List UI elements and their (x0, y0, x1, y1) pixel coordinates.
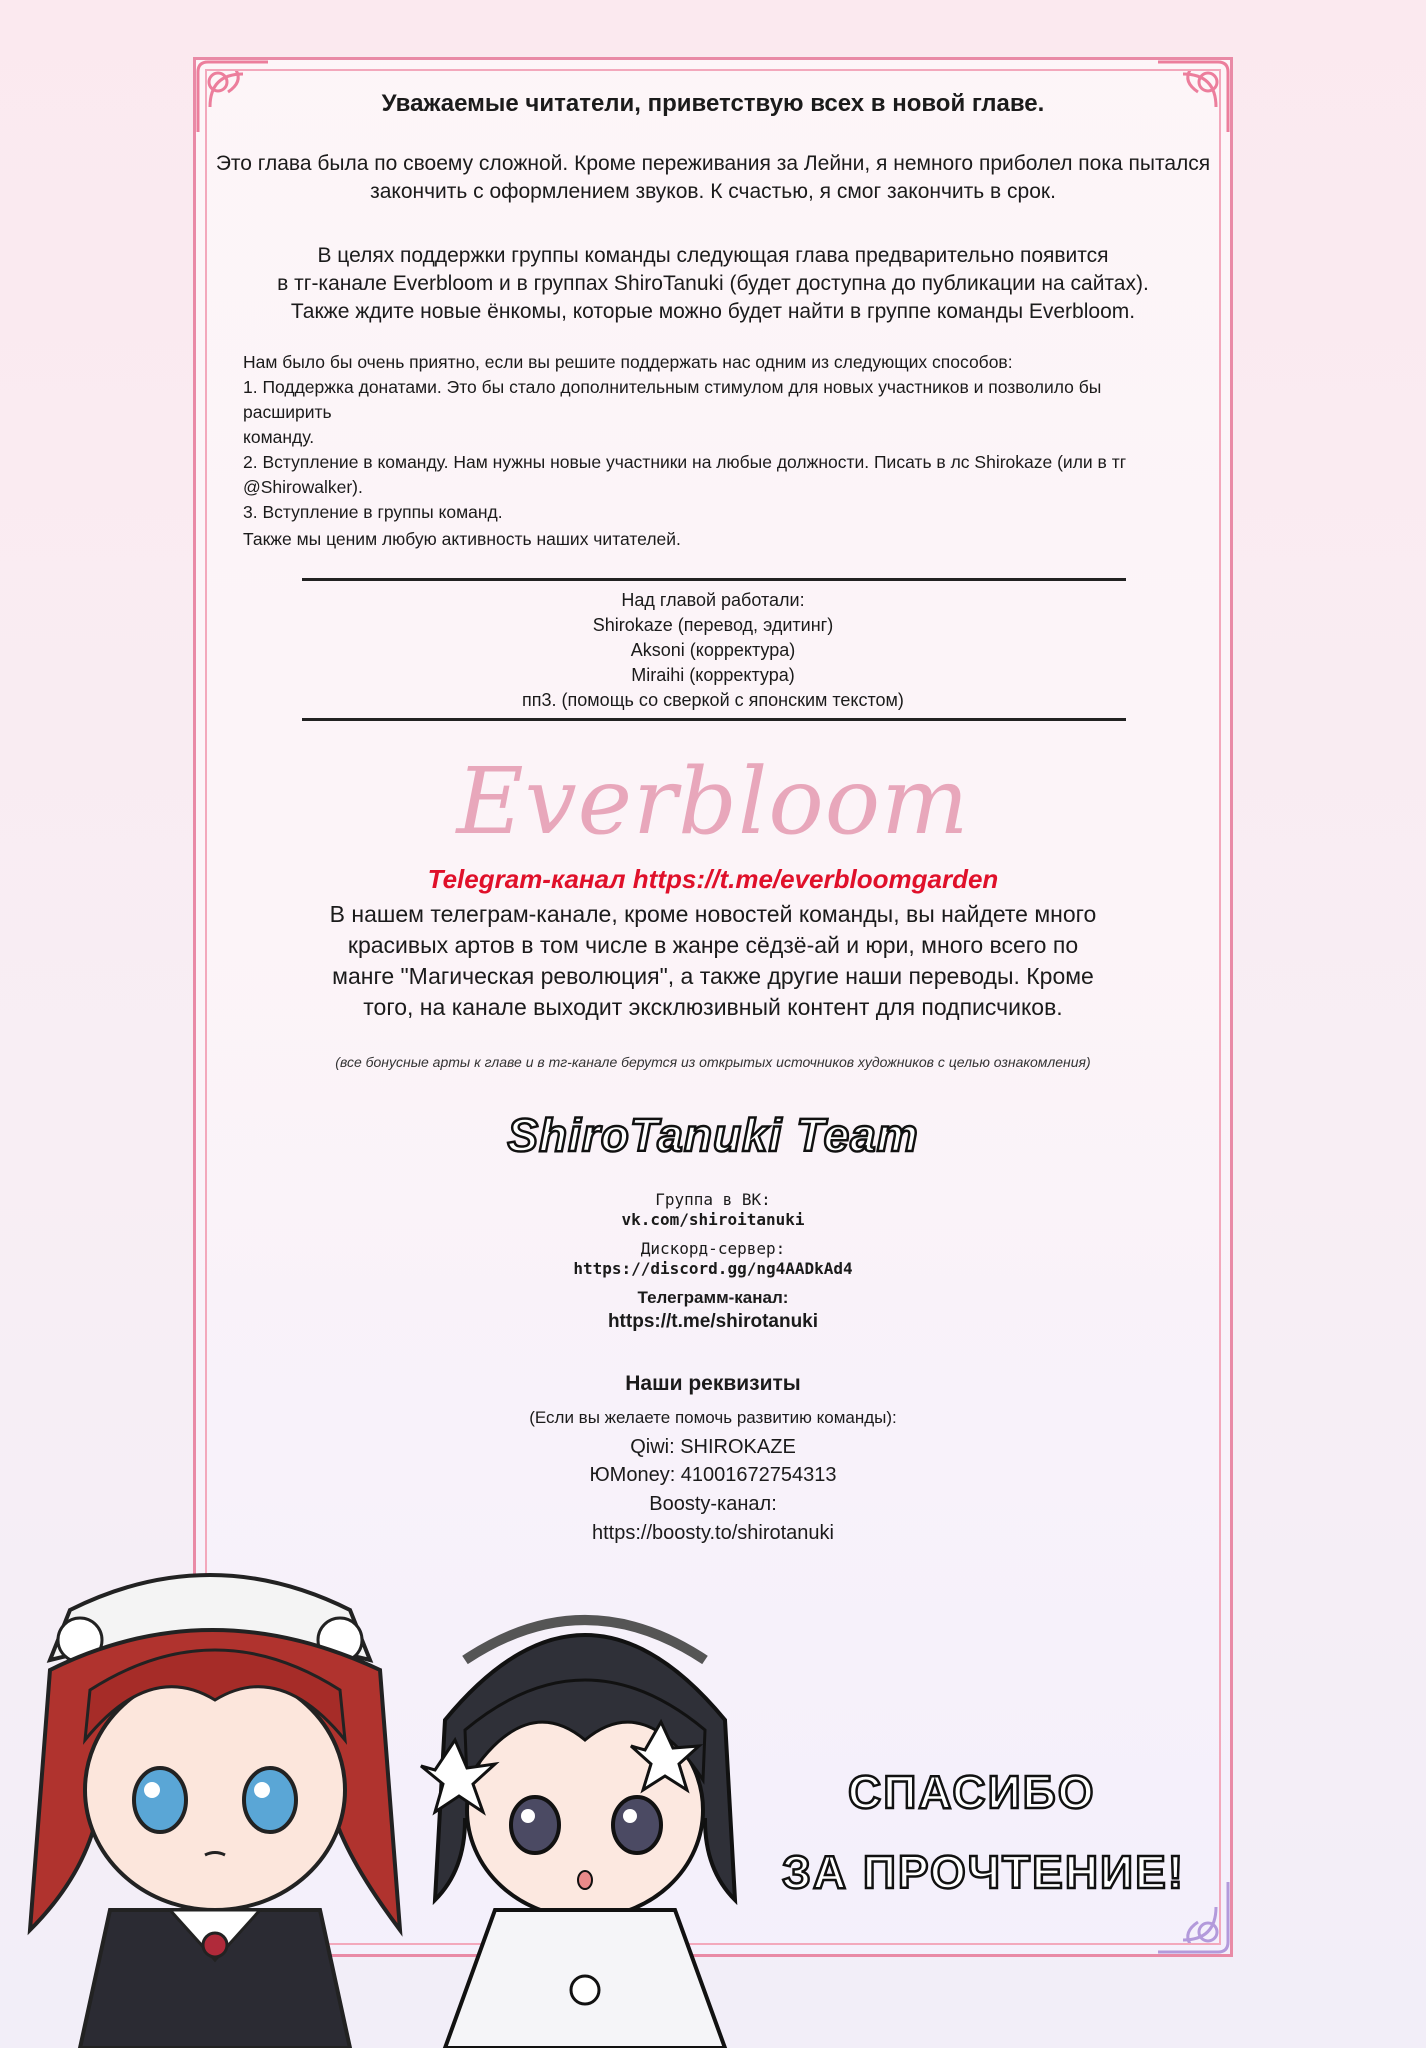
boosty-link[interactable]: https://boosty.to/shirotanuki (592, 1522, 834, 1544)
credits-title: Над главой работали: (621, 590, 805, 610)
description-line: манге "Магическая революция", а также другие наши переводы. Кроме (332, 963, 1094, 989)
discord-link[interactable]: https://discord.gg/ng4AADkAd4 (573, 1259, 853, 1278)
credit-member: Aksoni (корректура) (630, 640, 796, 660)
everbloom-description (0, 899, 1426, 1023)
support-line: @Shirowalker). (243, 477, 363, 497)
support-list (243, 350, 1183, 525)
divider (302, 718, 1126, 721)
everbloom-logo: Everbloom (456, 748, 970, 855)
description-line: того, на канале выходит эксклюзивный контент для подписчиков. (363, 994, 1063, 1020)
support-line: Нам было бы очень приятно, если вы решите поддержать нас одним из следующих способов: (243, 352, 1013, 372)
credit-member: Miraihi (корректура) (631, 665, 795, 685)
intro-line: Это глава была по своему сложной. Кроме переживания за Лейни, я немного приболел пока пытался (215, 152, 1211, 175)
art-disclaimer: (все бонусные арты к главе и в тг-канале берутся из открытых источников художников с целью ознакомления) (335, 1054, 1091, 1070)
announcement-paragraph (0, 242, 1426, 326)
vk-link[interactable]: vk.com/shiroitanuki (621, 1210, 805, 1229)
divider (302, 578, 1126, 581)
maid-character-illustration (10, 1550, 420, 2048)
discord-label: Дискорд-сервер: (640, 1239, 786, 1258)
greeting-heading: Уважаемые читатели, приветствую всех в новой главе. (381, 90, 1045, 117)
shirotanuki-team-title: ShiroTanuki Team (507, 1109, 919, 1161)
boosty-label: Boosty-канал: (649, 1493, 777, 1515)
description-line: красивых артов в том числе в жанре сёдзё-ай и юри, много всего по (347, 932, 1079, 958)
intro-paragraph (0, 150, 1426, 206)
yumoney-line: ЮMoney: 41001672754313 (589, 1464, 837, 1486)
vk-label: Группа в ВК: (655, 1190, 771, 1209)
telegram-link[interactable]: https://t.me/shirotanuki (607, 1311, 819, 1332)
girl-character-illustration (405, 1570, 765, 2048)
announcement-line: в тг-канале Everbloom и в группах ShiroTanuki (будет доступна до публикации на сайтах). (277, 272, 1149, 295)
intro-line: закончить с оформлением звуков. К счастью, я смог закончить в срок. (370, 180, 1056, 203)
qiwi-line: Qiwi: SHIROKAZE (630, 1436, 796, 1458)
thanks-line-2: ЗА ПРОЧТЕНИЕ! (782, 1846, 1186, 1898)
everbloom-telegram-link[interactable]: Telegram-канал https://t.me/everbloomgarden (427, 864, 999, 894)
activity-line: Также мы ценим любую активность наших читателей. (243, 529, 681, 549)
support-line: 1. Поддержка донатами. Это бы стало дополнительным стимулом для новых участников и позволило бы расширить (243, 377, 1102, 422)
credit-member: Shirokaze (перевод, эдитинг) (592, 615, 834, 635)
announcement-line: Также ждите новые ёнкомы, которые можно будет найти в группе команды Everbloom. (290, 300, 1136, 323)
requisites-title: Наши реквизиты (625, 1372, 801, 1395)
telegram-label: Телеграмм-канал: (637, 1288, 789, 1307)
thanks-line-1: СПАСИБО (848, 1766, 1096, 1818)
description-line: В нашем телеграм-канале, кроме новостей команды, вы найдете много (329, 901, 1097, 927)
support-line: 3. Вступление в группы команд. (243, 502, 503, 522)
credit-member: пп3. (помощь со сверкой с японским текстом) (522, 690, 904, 710)
support-line: команду. (243, 427, 315, 447)
requisites-note: (Если вы желаете помочь развитию команды): (529, 1408, 897, 1427)
support-line: 2. Вступление в команду. Нам нужны новые участники на любые должности. Писать в лс Shirokaze (или в тг (243, 452, 1127, 472)
credits-block (0, 588, 1426, 713)
announcement-line: В целях поддержки группы команды следующая глава предварительно появится (317, 244, 1109, 267)
